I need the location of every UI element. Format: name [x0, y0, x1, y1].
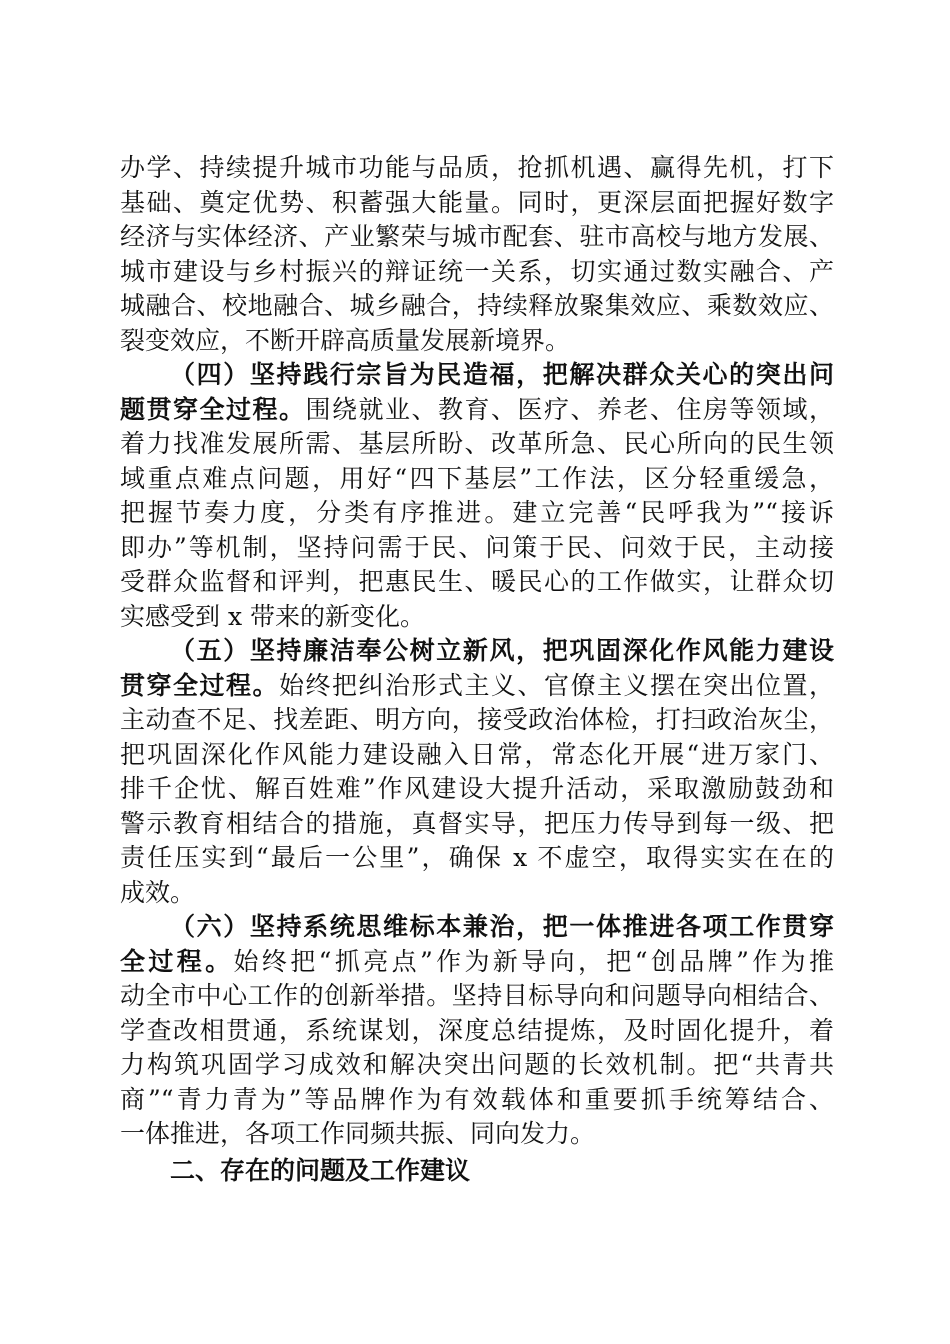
- text-line: 即办”等机制，坚持问需于民、问策于民、问效于民，主动接: [120, 532, 834, 562]
- subheading-line: （六）坚持系统思维标本兼治，把一体推进各项工作贯穿: [170, 912, 834, 941]
- subheading-tail: 题贯穿全过程。: [120, 394, 306, 424]
- text-line: 着力找准发展所需、基层所盼、改革所急、民心所向的民生领: [120, 429, 834, 458]
- text-line: 域重点难点问题，用好“四下基层”工作法，区分轻重缓急，: [120, 463, 834, 493]
- text-line: 城融合、校地融合、城乡融合，持续释放聚集效应、乘数效应、: [120, 291, 834, 320]
- text-fragment: 始终把纠治形式主义、官僚主义摆在突出位置，: [279, 670, 834, 700]
- subheading-line: （五）坚持廉洁奉公树立新风，把巩固深化作风能力建设: [170, 636, 834, 665]
- paragraph-section-six: [120, 910, 834, 1152]
- paragraph-section-four: [120, 358, 834, 634]
- text-line: 把巩固深化作风能力建设融入日常，常态化开展“进万家门、: [120, 739, 834, 769]
- text-line: [120, 393, 834, 428]
- paragraph-continuation: [120, 151, 834, 358]
- text-line: [120, 945, 834, 980]
- text-line: 学查改相贯通，系统谋划，深度总结提炼，及时固化提升，着: [120, 1015, 834, 1045]
- text-line: 受群众监督和评判，把惠民生、暖民心的工作做实，让群众切: [120, 567, 834, 596]
- text-line: [120, 669, 834, 704]
- text-line: 警示教育相结合的措施，真督实导，把压力传导到每一级、把: [120, 808, 834, 838]
- text-line: 排千企忧、解百姓难”作风建设大提升活动，采取激励鼓劲和: [120, 774, 834, 803]
- subheading-tail: 贯穿全过程。: [120, 670, 279, 700]
- text-line: 经济与实体经济、产业繁荣与城市配套、驻市高校与地方发展、: [120, 222, 834, 251]
- text-line: 办学、持续提升城市功能与品质，抢抓机遇、赢得先机，打下: [120, 153, 834, 182]
- text-line: 基础、奠定优势、积蓄强大能量。同时，更深层面把握好数字: [120, 187, 834, 217]
- text-line: 主动查不足、找差距、明方向，接受政治体检，打扫政治灰尘，: [120, 705, 834, 734]
- text-line: 一体推进，各项工作同频共振、同向发力。: [120, 1119, 596, 1148]
- text-line: 商”“青力青为”等品牌作为有效载体和重要抓手统筹结合、: [120, 1084, 834, 1114]
- subheading-tail: 全过程。: [120, 946, 234, 976]
- paragraph-section-five: [120, 634, 834, 910]
- text-line: 成效。: [120, 877, 196, 907]
- text-line: 实感受到 x 带来的新变化。: [120, 601, 425, 631]
- text-fragment: 围绕就业、教育、医疗、养老、住房等领域，: [305, 394, 834, 424]
- subheading-line: （四）坚持践行宗旨为民造福，把解决群众关心的突出问: [170, 360, 834, 389]
- text-line: 动全市中心工作的创新举措。坚持目标导向和问题导向相结合、: [120, 981, 834, 1010]
- text-line: 力构筑巩固学习成效和解决突出问题的长效机制。把“共青共: [120, 1050, 834, 1079]
- text-line: 责任压实到“最后一公里”，确保 x 不虚空，取得实实在在的: [120, 843, 834, 872]
- text-line: 把握节奏力度，分类有序推进。建立完善“民呼我为”“接诉: [120, 498, 834, 527]
- text-line: 裂变效应，不断开辟高质量发展新境界。: [120, 325, 571, 355]
- section-heading: 二、存在的问题及工作建议: [170, 1155, 471, 1185]
- document-body: [120, 151, 834, 1188]
- text-line: 城市建设与乡村振兴的辩证统一关系，切实通过数实融合、产: [120, 256, 834, 286]
- text-fragment: 始终把“抓亮点”作为新导向，把“创品牌”作为推: [233, 946, 834, 976]
